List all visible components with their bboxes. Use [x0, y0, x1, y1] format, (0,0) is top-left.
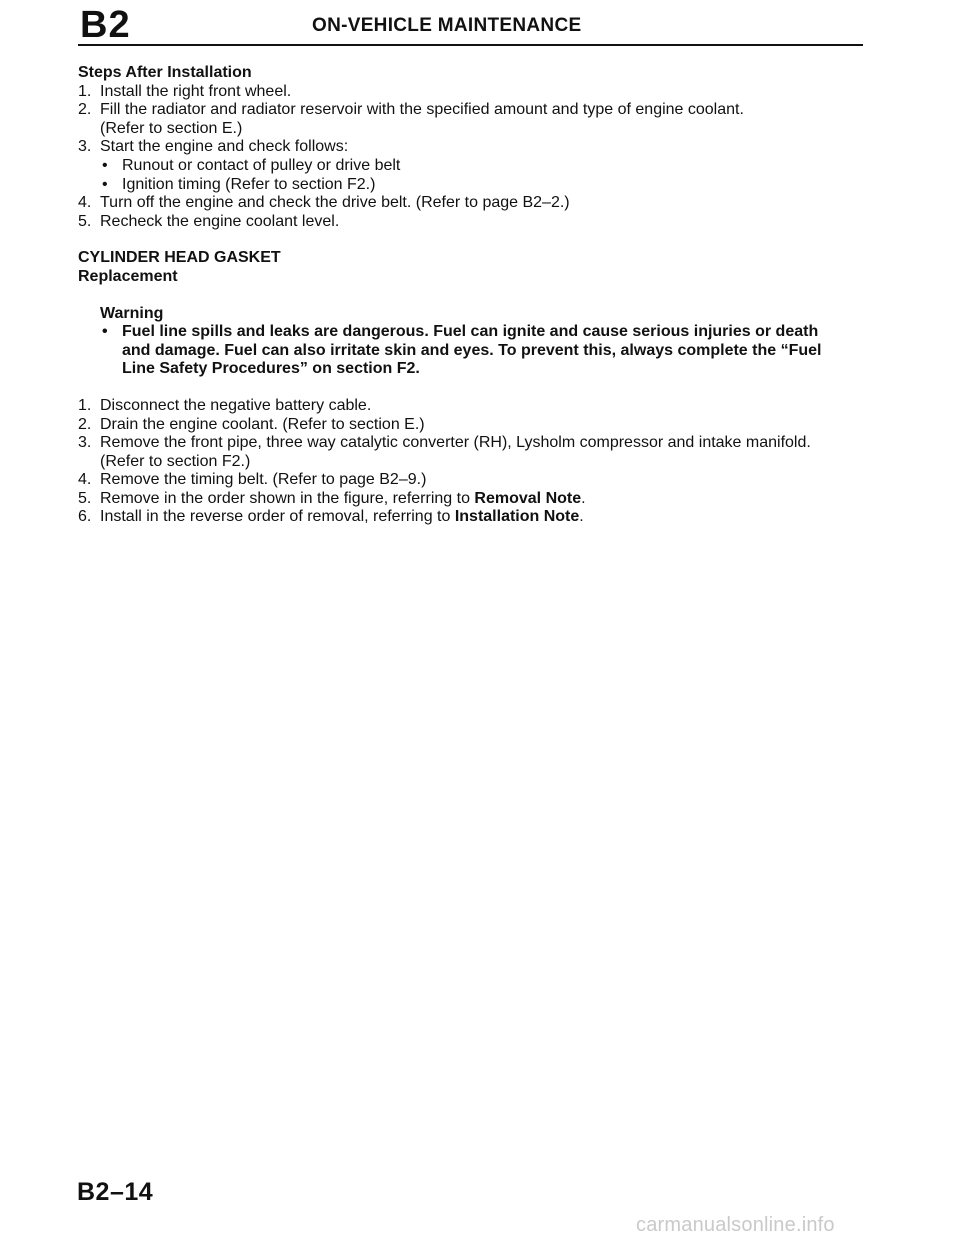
item-number: 3.	[78, 434, 92, 452]
warning-line-3: Line Safety Procedures” on section F2.	[122, 360, 420, 378]
item-continuation: (Refer to section E.)	[100, 119, 243, 137]
steps-after-heading: Steps After Installation	[78, 64, 252, 81]
list-item	[78, 194, 878, 213]
item-number: 2.	[78, 101, 92, 119]
bullet-text: Runout or contact of pulley or drive belt	[122, 156, 401, 174]
installation-note-reference: Installation Note	[454, 508, 580, 526]
section-code: B2	[80, 4, 131, 46]
warning-text	[122, 323, 821, 379]
warning-line-2: and damage. Fuel can also irritate skin and eyes. To prevent this, always complete the “Fuel	[122, 341, 822, 359]
list-item	[78, 83, 878, 102]
item-number: 6.	[78, 508, 92, 526]
list-item	[78, 471, 878, 490]
bullet-item	[78, 176, 878, 195]
page-number: B2–14	[77, 1178, 154, 1206]
spacer	[78, 287, 878, 305]
bullet-icon: •	[102, 175, 108, 193]
item-text	[100, 490, 586, 509]
item-number: 1.	[78, 396, 92, 414]
item-text: Start the engine and check follows:	[100, 138, 349, 156]
list-item	[78, 101, 878, 120]
removal-note-reference: Removal Note	[474, 489, 582, 507]
bullet-icon: •	[102, 323, 108, 341]
page-title: ON-VEHICLE MAINTENANCE	[312, 15, 582, 36]
gasket-subheading: Replacement	[78, 267, 178, 285]
list-item	[78, 138, 878, 157]
item-text-end: .	[581, 489, 586, 507]
item-text: Recheck the engine coolant level.	[100, 212, 340, 230]
warning-block	[78, 305, 878, 379]
item-text: Install the right front wheel.	[100, 82, 292, 100]
header-divider	[78, 44, 863, 46]
bullet-text: Ignition timing (Refer to section F2.)	[122, 175, 376, 193]
item-number: 5.	[78, 212, 92, 230]
list-item	[78, 434, 878, 453]
list-item	[78, 397, 878, 416]
item-text: Remove the front pipe, three way catalytic converter (RH), Lysholm compressor and intake manifold.	[100, 434, 811, 452]
bullet-icon: •	[102, 156, 108, 174]
warning-title: Warning	[100, 304, 164, 322]
item-number: 3.	[78, 138, 92, 156]
item-text-end: .	[579, 508, 584, 526]
warning-item	[100, 323, 878, 379]
item-number: 5.	[78, 489, 92, 507]
spacer	[78, 231, 878, 249]
watermark: carmanualsonline.info	[636, 1214, 835, 1236]
item-text-lead: Remove in the order shown in the figure, referring to	[100, 489, 475, 507]
list-item	[78, 490, 878, 509]
spacer	[78, 379, 878, 397]
warning-line-1: Fuel line spills and leaks are dangerous. Fuel can ignite and cause serious injuries or death	[122, 323, 819, 341]
item-continuation: (Refer to section F2.)	[100, 452, 251, 470]
item-number: 4.	[78, 194, 92, 212]
item-text	[100, 508, 584, 527]
item-number: 1.	[78, 82, 92, 100]
list-item	[78, 213, 878, 232]
item-text: Drain the engine coolant. (Refer to section E.)	[100, 415, 425, 433]
item-text-lead: Install in the reverse order of removal, referring to	[100, 508, 455, 526]
item-number: 2.	[78, 415, 92, 433]
item-text: Turn off the engine and check the drive belt. (Refer to page B2–2.)	[100, 194, 570, 212]
bullet-item	[78, 157, 878, 176]
item-text: Remove the timing belt. (Refer to page B2–9.)	[100, 471, 427, 489]
page-content	[78, 64, 878, 527]
item-text: Fill the radiator and radiator reservoir with the specified amount and type of engine coolant.	[100, 101, 744, 119]
item-number: 4.	[78, 471, 92, 489]
list-item	[78, 508, 878, 527]
item-text: Disconnect the negative battery cable.	[100, 396, 372, 414]
gasket-heading: CYLINDER HEAD GASKET	[78, 249, 281, 267]
list-item	[78, 416, 878, 435]
